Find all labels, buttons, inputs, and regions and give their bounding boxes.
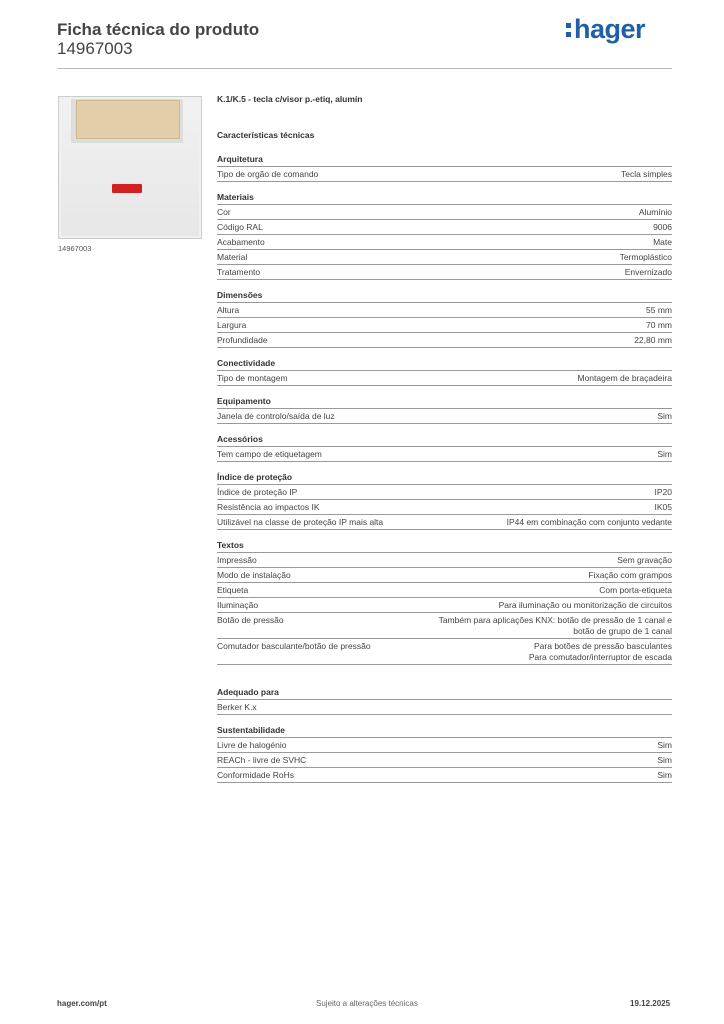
spec-value-line: botão de grupo de 1 canal [573,626,672,636]
spec-value-line: 70 mm [646,320,672,330]
spec-value-line: Também para aplicações KNX: botão de pressão de 1 canal e [438,615,672,625]
spec-group [217,290,672,348]
spec-group-title: Acessórios [217,434,672,447]
spec-row [217,568,672,583]
spec-row [217,265,672,280]
spec-group-title: Sustentabilidade [217,725,672,738]
spec-value [634,335,672,346]
spec-label: Berker K.x [217,702,257,712]
product-code: 14967003 [57,39,133,58]
footer-website[interactable]: hager.com/pt [57,999,107,1008]
spec-label: Material [217,252,248,262]
logo-text: hager [574,14,646,44]
spec-value [657,755,672,766]
spec-group [217,687,672,715]
spec-group-title: Conectividade [217,358,672,371]
logo-colon-icon [566,23,572,41]
spec-value [617,555,672,566]
spec-group-title: Equipamento [217,396,672,409]
spec-value [529,641,672,663]
spec-label: Livre de halogénio [217,740,287,750]
spec-group [217,725,672,783]
spec-label: Etiqueta [217,585,249,595]
spec-row [217,768,672,783]
page-title: Ficha técnica do produto [57,20,260,39]
spec-label: Conformidade RoHs [217,770,295,780]
spec-row [217,738,672,753]
spec-label: Cor [217,207,231,217]
spec-value [653,222,672,233]
spec-value [646,305,672,316]
spec-row [217,409,672,424]
spec-group [217,472,672,530]
header-divider [57,68,672,69]
spec-label: Tem campo de etiquetagem [217,449,322,459]
product-image [58,96,202,239]
spec-value [657,740,672,751]
spec-row [217,447,672,462]
spec-row [217,205,672,220]
spec-value-line: Tecla simples [620,169,672,179]
spec-value [639,207,672,218]
spec-label: Profundidade [217,335,268,345]
spec-value-line: Mate [653,237,672,247]
spec-value [439,615,672,637]
spec-label: Impressão [217,555,257,565]
spec-group [217,434,672,462]
spec-value [599,585,672,596]
spec-value-line: Alumínio [638,207,672,217]
spec-value-line: IK05 [654,502,672,512]
spec-value [620,252,672,263]
spec-value-line: Para comutador/interruptor de escada [528,652,672,662]
spec-row [217,318,672,333]
spec-row [217,753,672,768]
spec-value-line: IP20 [654,487,672,497]
spec-value-line: Sim [657,770,672,780]
spec-value [507,517,672,528]
spec-row [217,167,672,182]
spec-value [621,169,672,180]
spec-value [588,570,672,581]
spec-group-title: Dimensões [217,290,672,303]
label-window [76,100,180,139]
spec-group-title: Arquitetura [217,154,672,167]
spec-group [217,396,672,424]
spec-label: Código RAL [217,222,263,232]
spec-row [217,303,672,318]
spec-label: Botão de pressão [217,615,284,625]
spec-row [217,598,672,613]
spec-label: REACh - livre de SVHC [217,755,307,765]
spec-label: Iluminação [217,600,259,610]
spec-value-line: IP44 em combinação com conjunto vedante [506,517,672,527]
spec-group [217,540,672,665]
spec-group [217,154,672,182]
footer-notice: Sujeito a alterações técnicas [316,999,418,1008]
image-caption: 14967003 [58,244,92,253]
spec-value-line: Sim [657,740,672,750]
spec-value [646,320,672,331]
spec-value-line: 22,80 mm [634,335,672,345]
spec-row [217,515,672,530]
spec-label: Resistência ao impactos IK [217,502,320,512]
spec-row [217,220,672,235]
spec-value-line: Fixação com grampos [588,570,672,580]
spec-value [657,770,672,781]
spec-groups [217,154,672,783]
spec-value [657,449,672,460]
spec-value-line: Sim [657,449,672,459]
spec-row [217,333,672,348]
spec-label: Altura [217,305,240,315]
spec-group [217,192,672,280]
spec-group [217,358,672,386]
product-name: K.1/K.5 - tecla c/visor p.-etiq, alumín [217,94,363,104]
spec-label: Comutador basculante/botão de pressão [217,641,371,651]
spec-label: Utilizável na classe de proteção IP mais alta [217,517,384,527]
spec-value-line: Montagem de braçadeira [577,373,672,383]
spec-label: Tipo de montagem [217,373,288,383]
spec-row [217,235,672,250]
indicator-light [112,184,142,193]
spec-value [499,600,672,611]
spec-label: Tratamento [217,267,261,277]
spec-label: Índice de proteção IP [217,487,298,497]
brand-logo [566,14,645,45]
spec-value [653,237,672,248]
spec-group-title: Textos [217,540,672,553]
spec-row [217,371,672,386]
spec-row [217,485,672,500]
spec-group-title: Materiais [217,192,672,205]
spec-row [217,250,672,265]
spec-value-line: Com porta-etiqueta [599,585,672,595]
spec-row [217,639,672,665]
spec-value-line: Para botões de pressão basculantes [534,641,672,651]
spec-label: Tipo de orgão de comando [217,169,319,179]
spec-value-line: Sem gravação [617,555,672,565]
spec-value [577,373,672,384]
spec-value [655,487,673,498]
spec-label: Modo de instalação [217,570,291,580]
spec-value-line: Para iluminação ou monitorização de circuitos [498,600,672,610]
spec-row [217,700,672,715]
spec-label: Janela de controlo/saída de luz [217,411,335,421]
spec-value-line: 55 mm [646,305,672,315]
spec-row [217,583,672,598]
spec-value-line: 9006 [653,222,672,232]
footer-date: 19.12.2025 [630,999,671,1008]
spec-value-line: Sim [657,755,672,765]
spec-group-title: Índice de proteção [217,472,672,485]
spec-value [657,411,672,422]
spec-row [217,613,672,639]
spec-value [655,502,673,513]
spec-value [625,267,672,278]
spec-label: Acabamento [217,237,265,247]
spec-value-line: Termoplástico [619,252,672,262]
spec-row [217,500,672,515]
spec-value-line: Sim [657,411,672,421]
spec-label: Largura [217,320,247,330]
spec-group-title: Adequado para [217,687,672,700]
spec-value-line: Envernizado [624,267,672,277]
section-title: Características técnicas [217,130,315,140]
spec-row [217,553,672,568]
spec-content [217,92,672,783]
